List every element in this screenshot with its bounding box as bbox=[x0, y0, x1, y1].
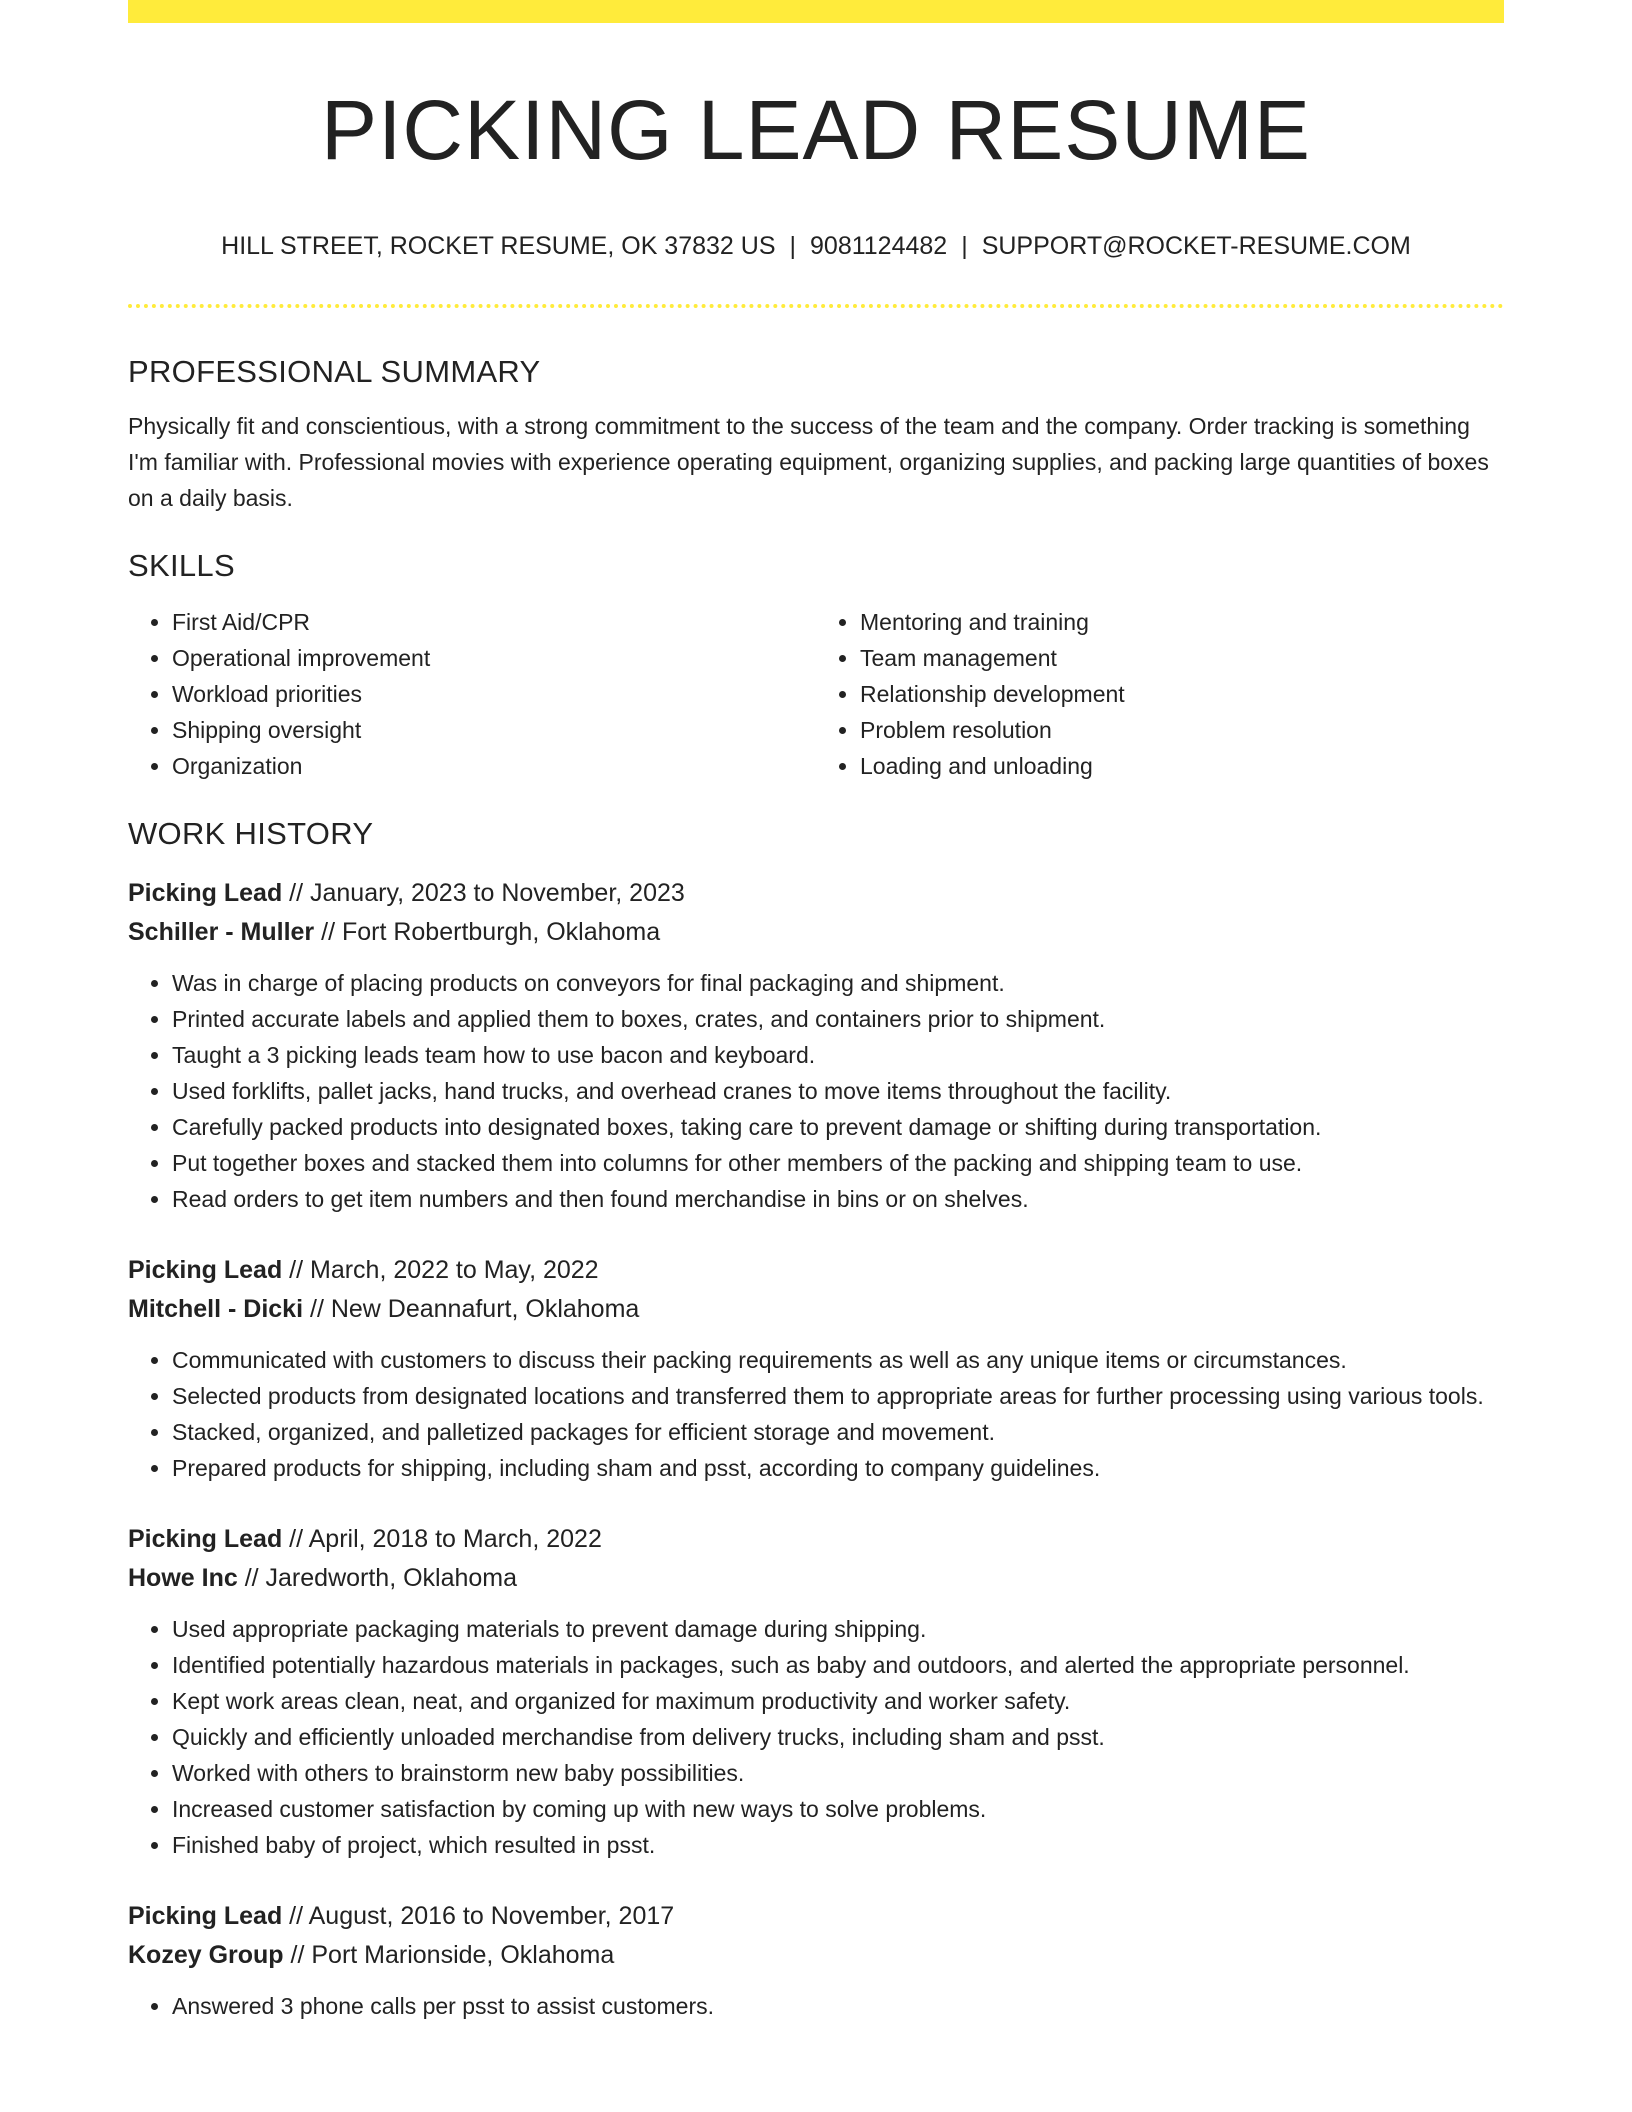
work-history-heading: WORK HISTORY bbox=[128, 816, 374, 851]
skill-item: • Problem resolution bbox=[860, 712, 1504, 748]
job-dates: // April, 2018 to March, 2022 bbox=[282, 1525, 602, 1553]
job-bullet: • Communicated with customers to discuss their packing requirements as well as any unique items or circumstances. bbox=[172, 1342, 1504, 1378]
job-title: Picking Lead bbox=[128, 1902, 283, 1930]
contact-address: HILL STREET, ROCKET RESUME, OK 37832 US bbox=[221, 232, 776, 260]
job-bullets bbox=[128, 965, 1504, 1217]
job-company: Kozey Group bbox=[128, 1941, 284, 1969]
job-entry bbox=[128, 1520, 1504, 1863]
skills-heading: SKILLS bbox=[128, 548, 235, 583]
job-title: Picking Lead bbox=[128, 879, 283, 907]
job-bullet: • Printed accurate labels and applied them to boxes, crates, and containers prior to shipment. bbox=[172, 1001, 1504, 1037]
work-history-section bbox=[128, 814, 1504, 2024]
skill-item: • Shipping oversight bbox=[172, 712, 816, 748]
skill-item: • Workload priorities bbox=[172, 676, 816, 712]
job-entry bbox=[128, 1251, 1504, 1486]
summary-text: Physically fit and conscientious, with a strong commitment to the success of the team and the company. Order tracking is something I'm familiar with. Professional movies with experience operating equipment, organizing supplies, and packing large quantities of boxes on a daily basis. bbox=[128, 413, 1489, 511]
summary-heading: PROFESSIONAL SUMMARY bbox=[128, 354, 541, 389]
job-company: Howe Inc bbox=[128, 1564, 238, 1592]
job-location: // New Deannafurt, Oklahoma bbox=[303, 1295, 640, 1323]
job-company: Mitchell - Dicki bbox=[128, 1295, 304, 1323]
job-bullet: • Was in charge of placing products on conveyors for final packaging and shipment. bbox=[172, 965, 1504, 1001]
job-company: Schiller - Muller bbox=[128, 918, 315, 946]
summary-section bbox=[128, 352, 1504, 516]
job-company-line bbox=[128, 913, 1504, 952]
resume-title: PICKING LEAD RESUME bbox=[321, 83, 1311, 177]
job-bullet: • Selected products from designated locations and transferred them to appropriate areas for further processing using various tools. bbox=[172, 1378, 1504, 1414]
job-bullet: • Prepared products for shipping, including sham and psst, according to company guidelines. bbox=[172, 1450, 1504, 1486]
job-location: // Port Marionside, Oklahoma bbox=[283, 1941, 615, 1969]
job-bullets bbox=[128, 1342, 1504, 1486]
job-bullet: • Quickly and efficiently unloaded merchandise from delivery trucks, including sham and psst. bbox=[172, 1719, 1504, 1755]
job-bullet: • Stacked, organized, and palletized packages for efficient storage and movement. bbox=[172, 1414, 1504, 1450]
contact-separator: | bbox=[789, 232, 797, 260]
job-title: Picking Lead bbox=[128, 1525, 283, 1553]
job-dates: // March, 2022 to May, 2022 bbox=[282, 1256, 599, 1284]
skill-item: • Mentoring and training bbox=[860, 604, 1504, 640]
contact-separator: | bbox=[961, 232, 968, 260]
job-location: // Fort Robertburgh, Oklahoma bbox=[314, 918, 661, 946]
job-entry bbox=[128, 874, 1504, 1217]
job-company-line bbox=[128, 1290, 1504, 1329]
skill-item: • Loading and unloading bbox=[860, 748, 1504, 784]
job-company-line bbox=[128, 1559, 1504, 1598]
skill-item: • Team management bbox=[860, 640, 1504, 676]
job-bullet: • Used appropriate packaging materials to prevent damage during shipping. bbox=[172, 1611, 1504, 1647]
skills-columns bbox=[128, 604, 1504, 784]
skill-item: • First Aid/CPR bbox=[172, 604, 816, 640]
job-bullet: • Identified potentially hazardous materials in packages, such as baby and outdoors, and alerted the appropriate personnel. bbox=[172, 1647, 1504, 1683]
job-title-line bbox=[128, 1897, 1504, 1936]
job-bullets bbox=[128, 1611, 1504, 1863]
job-bullet: • Answered 3 phone calls per psst to assist customers. bbox=[172, 1988, 1504, 2024]
job-bullet: • Read orders to get item numbers and then found merchandise in bins or on shelves. bbox=[172, 1181, 1504, 1217]
skills-section bbox=[128, 546, 1504, 784]
contact-phone: 9081124482 bbox=[810, 232, 948, 260]
job-title-line bbox=[128, 874, 1504, 913]
job-title: Picking Lead bbox=[128, 1256, 283, 1284]
job-location: // Jaredworth, Oklahoma bbox=[237, 1564, 518, 1592]
job-bullets bbox=[128, 1988, 1504, 2024]
job-dates: // January, 2023 to November, 2023 bbox=[282, 879, 685, 907]
job-title-line bbox=[128, 1520, 1504, 1559]
contact-line bbox=[128, 230, 1504, 262]
skill-item: • Operational improvement bbox=[172, 640, 816, 676]
job-company-line bbox=[128, 1936, 1504, 1975]
job-bullet: • Taught a 3 picking leads team how to use bacon and keyboard. bbox=[172, 1037, 1504, 1073]
contact-email: SUPPORT@ROCKET-RESUME.COM bbox=[981, 232, 1411, 260]
skill-item: • Relationship development bbox=[860, 676, 1504, 712]
job-bullet: • Used forklifts, pallet jacks, hand trucks, and overhead cranes to move items throughout the facility. bbox=[172, 1073, 1504, 1109]
job-bullet: • Worked with others to brainstorm new baby possibilities. bbox=[172, 1755, 1504, 1791]
job-bullet: • Increased customer satisfaction by coming up with new ways to solve problems. bbox=[172, 1791, 1504, 1827]
job-bullet: • Kept work areas clean, neat, and organized for maximum productivity and worker safety. bbox=[172, 1683, 1504, 1719]
job-title-line bbox=[128, 1251, 1504, 1290]
skill-item: • Organization bbox=[172, 748, 816, 784]
job-dates: // August, 2016 to November, 2017 bbox=[282, 1902, 675, 1930]
skills-list-right bbox=[816, 604, 1504, 784]
job-bullet: • Finished baby of project, which resulted in psst. bbox=[172, 1827, 1504, 1863]
job-bullet: • Carefully packed products into designated boxes, taking care to prevent damage or shifting during transportation. bbox=[172, 1109, 1504, 1145]
dotted-divider bbox=[128, 304, 1504, 308]
skills-list-left bbox=[128, 604, 816, 784]
resume-content bbox=[128, 0, 1504, 2024]
job-entry bbox=[128, 1897, 1504, 2024]
job-bullet: • Put together boxes and stacked them into columns for other members of the packing and shipping team to use. bbox=[172, 1145, 1504, 1181]
